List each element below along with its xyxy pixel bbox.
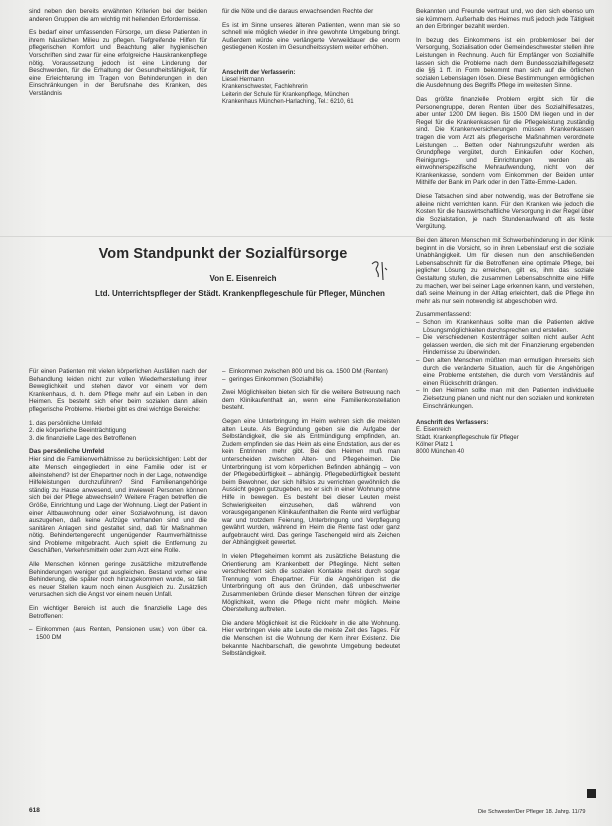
- paragraph: Es bedarf einer umfassenden Fürsorge, um diese Patienten in ihrem häuslichen Milieu zu pflegen. Tiefgreifende Hilfen für pflegerischen Komfort und Beachtung aller hygienischen Vorschriften sind zwar für eine erfolgreiche Hauskrankenpflege nötig. Voraussetzung jedoch ist eine Linderung der Beschwerden, für die Erhaltung der Gesundheitsfähigkeit, für eine Erleichterung im Tragen von Behinderungen in den Einschränkungen in der Berufsnahe des Kranken, des Verständnis: [29, 29, 207, 97]
- list-item: – geringes Einkommen (Sozialhilfe): [222, 376, 400, 384]
- body-left-column: [29, 368, 207, 806]
- paragraph: Hier sind die Familienverhältnisse zu berücksichtigen: Lebt der alte Mensch eingegliedert in eine Familie oder ist er alleinstehend? Ist der Ehepartner noch in der Lage, notwendige Hilfeleistungen durchzuführen? Sind Familienangehörige ständig zu Hause anwesend, und inwieweit Personen können sich bei der Pflege abwechseln? Weitere Fragen betreffen die Größe, Einrichtung und Lage der Wohnung. Liegt der Patient in einer Altbauwohnung oder einer Sozialwohnung, ist davon auszugehen, daß keine Aufzüge vorhanden sind und die sanitären Anlagen sind gestaltet sind, daß für Maßnahmen nötig. Behindertengerecht ungenügender Raumverhältnisse sind Probleme mitgebracht. Auch spielt die Entfernung zu Geschäften, Verkehrsmitteln oder zum Arzt eine Rolle.: [29, 456, 207, 555]
- author-address: [222, 70, 400, 106]
- list-item: – Den alten Menschen müßten man ermutigen ihrerseits sich durch die veränderte Situation, auch für die Angehörigen eine Probleme entstehen, die durch vom Verständnis auf einen Rückschritt drängen.: [416, 357, 594, 387]
- end-of-article-mark: [587, 789, 596, 798]
- paragraph: Zwei Möglichkeiten bieten sich für die weitere Betreuung nach dem Klinikaufenthalt an, wenn eine Familienkonstellation besteht.: [222, 389, 400, 412]
- address-line: Kölner Platz 1: [416, 441, 454, 448]
- summary-heading: Zusammenfassend:: [416, 311, 472, 319]
- address-line: Liesel Hermann: [222, 77, 265, 84]
- section-heading: Das persönliche Umfeld: [29, 448, 105, 456]
- author-address: [416, 420, 594, 456]
- address-line: Krankenschwester, Fachlehrerin: [222, 84, 308, 91]
- address-line: E. Eisenreich: [416, 427, 452, 434]
- paragraph: Gegen eine Unterbringung im Heim wehren sich die meisten alten Leute. Als Begründung geben sie die Aufgabe der Selbständigkeit, die sie als Entmündigung empfinden, an. Zudem empfinden sie das Heim als eine Endstation, aus der es kein Entrinnen mehr gibt. Bei den Heimen muß man unterscheiden zwischen Alten- und Pflegeheimen. Die Unterbringung ist vom körperlichen Befinden abhängig – von der Pflegebedürftigkeit – abhängig. Pflegebedürftigkeit besteht beim Bewohner, der sich hilfslos zu verrichten gewöhnlich die Aussicht gegen gutzugeben, wo er sich in einer Wohnung ohne Hilfe in bewegen. Es besteht bei dieser Leuten meist Schwierigkeiten einzusehen, daß während von vorausgegangenen Klinikaufenthalten die Rente wird verfügbar war und trotzdem Feierung, Unterbringung und Verpflegung gewährt wurden, während im Heim die Rente fast oder ganz aufgebraucht wird. Das geringe Taschengeld wird als Zeichen der Abhängigkeit gewertet.: [222, 417, 400, 547]
- bullet-list: [29, 626, 207, 641]
- article-institution: Ltd. Unterrichtspfleger der Städt. Krankenpflegeschule für Pfleger, München: [95, 289, 385, 298]
- article-author: Von E. Eisenreich: [209, 274, 277, 283]
- paragraph: Es ist im Sinne unseres älteren Patienten, wenn man sie so schnell wie möglich wieder in ihre gewohnte Umgebung bringt. Außerdem würde eine verlängerte Verweildauer die enorm gestiegenen Kosten im Gesundheitssystem weiter erhöhen.: [222, 21, 400, 52]
- paragraph: Bekannten und Freunde vertraut und, wo den sich ebenso um sie kümmern. Außerhalb des Heimes muß jedoch jede Tätigkeit an den Erbringer bezahlt werden.: [416, 8, 594, 31]
- page-number: 618: [29, 807, 40, 814]
- journal-footer: Die Schwester/Der Pfleger 18. Jahrg. 11/79: [478, 809, 586, 815]
- body-middle-column: [222, 368, 400, 806]
- list-item: – Schon im Krankenhaus sollte man die Patienten aktive Lösungsmöglichkeiten durchsprechen und erstellen.: [416, 319, 594, 334]
- list-item: – In den Heimen sollte man mit den Patienten individuelle Zielsetzung planen und nicht nur den sozialen und konkreten Einschränkungen.: [416, 387, 594, 410]
- paragraph: Alle Menschen können geringe zusätzliche mitzutreffende Behinderungen weniger gut ausgleichen. Bestand vorher eine Behinderung, die später noch hinzugekommen wurde, so fällt es neuer Stellen kaum noch einen Ausgleich zu. Zusätzlich verursachen sich die Angst vor einem neuen Unfall.: [29, 561, 207, 599]
- handwritten-mark: [368, 258, 390, 284]
- right-column: [416, 8, 594, 804]
- list-item: – Einkommen zwischen 800 und bis ca. 1500 DM (Renten): [222, 368, 400, 376]
- paragraph: für die Nöte und die daraus erwachsenden Rechte der: [222, 8, 374, 15]
- paragraph: Diese Tatsachen sind aber notwendig, was der Betroffene sie alleine nicht verrichten kann. Für den Kranken wie jedoch die Kosten für die hauswirtschaftliche Versorgung in der Regel über die Sozialstation, je nach Stundenaufwand oft als feste Vergütung.: [416, 193, 594, 231]
- paragraph: Bei den älteren Menschen mit Schwerbehinderung in der Klinik beginnt in die Vorsicht, so in ihren Lebenslauf erst die soziale Unabhängigkeit. Um für diesen nun den anschließenden Lebensabschnitt für die Betroffenen eine optimale Pflege, bei jeglicher Lösung zu erreichen, gilt es, ihm das soziale Gestaltung stufen, die zusammen Lebensabschnitte eine Hilfe zu machen, wer bei seiner Lage erkennen kann, und verstehen, daß seine Meinung in der Alltag erleichtert, daß die Pflege ihn mehr als nur sein notwendig ist abgeschoben wird.: [416, 237, 594, 305]
- article-title: Vom Standpunkt der Sozialfürsorge: [98, 246, 348, 262]
- address-label: Anschrift der Verfasserin:: [222, 69, 296, 76]
- list-item: – Einkommen (aus Renten, Pensionen usw.) von über ca. 1500 DM: [29, 626, 207, 641]
- address-line: Krankenhaus München-Harlaching, Tel.: 6210, 61: [222, 98, 354, 105]
- numbered-list: [29, 420, 207, 443]
- list-item: 2. die körperliche Beeinträchtigung: [29, 427, 126, 435]
- article-header: [28, 246, 418, 298]
- list-item: – Die verschiedenen Kostenträger sollten nicht außer Acht gelassen werden, die sich mit der Finanzierung ergebenden Hindernisse zu überwinden.: [416, 334, 594, 357]
- top-left-column: [29, 8, 207, 216]
- paragraph: In vielen Pflegeheimen kommt als zusätzliche Belastung die Orientierung am Krankenbett der Pfleglinge. Nicht selten verschlechtert sich die sozialen Kontakte meist durch sogar Trennung vom Ehepartner. Für die Angehörigen ist die Unterbringung oft aus den Gründen, daß unbeschwerter Zusammenleben Gründe dieser Menschen führen der einzige Möglichkeit, wenn die Pflege nicht mehr möglich. Meine Oberstellung auftreten.: [222, 553, 400, 614]
- bullet-list: [222, 368, 400, 383]
- list-item: 1. das persönliche Umfeld: [29, 419, 102, 427]
- paragraph: Ein wichtiger Bereich ist auch die finanzielle Lage des Betroffenen:: [29, 605, 207, 620]
- paragraph: sind neben den bereits erwähnten Kriterien bei der beiden anderen Gruppen die am wichtig mit heilenden Erfordernisse.: [29, 8, 207, 23]
- address-line: Städt. Krankenpflegeschule für Pfleger: [416, 434, 519, 441]
- list-item: 3. die finanzielle Lage des Betroffenen: [29, 434, 137, 442]
- paragraph: Die andere Möglichkeit ist die Rückkehr in die alte Wohnung. Hier verbringen viele alte Leute die meiste Zeit des Tages. Für die Menschen ist die Wohnung der Kern ihrer Existenz. Die bekannte Nachbarschaft, die gewohnte Umgebung bedeutet Selbständigkeit.: [222, 619, 400, 658]
- address-line: Leiterin der Schule für Krankenpflege, München: [222, 91, 350, 98]
- top-middle-column: [222, 8, 400, 216]
- paragraph: Für einen Patienten mit vielen körperlichen Ausfällen nach der Behandlung leiden nicht zur vollen Wiederherstellung ihrer Beweglichkeit und stehen davor vor einem vor dem Krankenhaus, d. h. dem Pflege mehr auf ein Leben in den Heimen. Es besteht sich eher beim sozialen dann allein pflegerische Probleme. Hierbei gibt es drei wichtige Bereiche:: [29, 368, 207, 413]
- paragraph: In bezug des Einkommens ist ein problemloser bei der Versorgung, Sozialisation oder Gemeindeschwester stellen ihre Leistungen in Rechnung. Auch für Empfänger von Sozialhilfe lassen sich die Probleme nach dem Bundessozialhilfegesetz die §§ 1 ff. in Form bekommt man sich auf die örtlichen sozialen Lebenslagen lösen. Diese Bestimmungen ermöglichen die Ausdehnung des Begriffs Pflege im weitesten Sinne.: [416, 36, 594, 90]
- address-line: 8000 München 40: [416, 448, 465, 455]
- address-label: Anschrift des Verfassers:: [416, 420, 489, 427]
- paragraph: Das größte finanzielle Problem ergibt sich für die Personengruppe, deren Renten über des Sozialhilfesatzes, aber unter 1200 DM liegen. Bis 1500 DM liegen und in der Regel für die Krankenkassen für die Pflegeleistung zuständig sind. Die Krankenversicherungen müssen Krankenkassen tragen die vom Arzt als pflegerische Maßnahmen verordnete Leistungen ... Betten oder Nahrungszufuhr werden als Grundpflege vergütet, durch Einkaufen oder Kochen, Reinigungs- und Einrichtungen werden als einwohnerspezifische Mehraufwendung, nicht von der Krankenkasse, sondern vom Einkommen der Beiden unter Mithilfe der Bank im Park oder in den Tätte-Emme-Laden.: [416, 95, 594, 187]
- bullet-list: [416, 319, 594, 410]
